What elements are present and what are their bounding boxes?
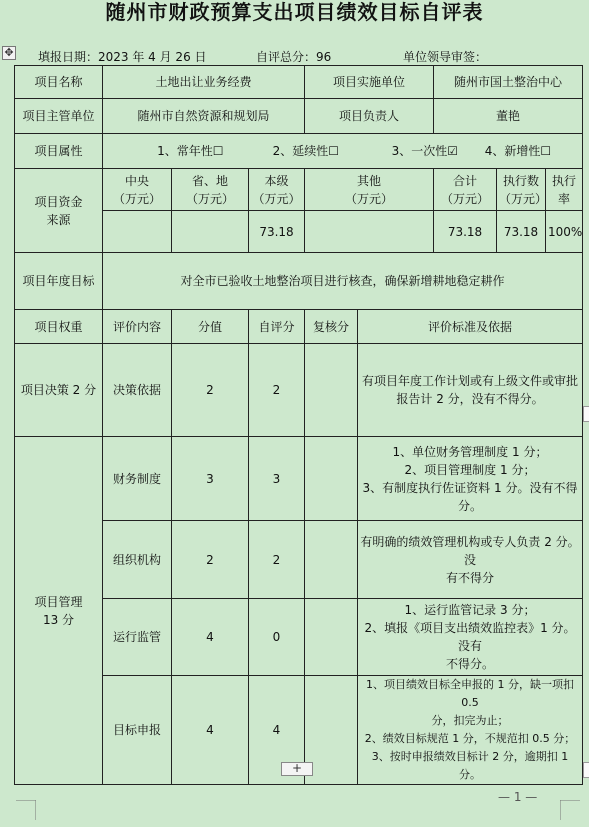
- supervision-review: [305, 599, 358, 676]
- standard-line: 3、按时申报绩效目标计 2 分，逾期扣 1 分。: [371, 750, 569, 781]
- standard-line: 报告计 2 分，没有不得分。: [396, 392, 544, 406]
- standard-line: 2、绩效目标规范 1 分，不规范扣 0.5 分；: [364, 732, 576, 745]
- attr-label: 项目属性: [15, 134, 103, 169]
- decision-standard: [358, 344, 583, 437]
- target-declare-standard: [358, 676, 583, 785]
- supervision-content: 运行监管: [103, 599, 172, 676]
- attr-options: [103, 134, 583, 169]
- table-row: [15, 437, 583, 521]
- management-weight-line: 项目管理: [34, 594, 83, 609]
- table-row: [15, 66, 583, 99]
- standard-line: 1、项目绩效目标全申报的 1 分，缺一项扣 0.5: [366, 678, 574, 709]
- document-title: 随州市财政预算支出项目绩效目标自评表: [105, 0, 484, 24]
- impl-unit-label: 项目实施单位: [305, 66, 434, 99]
- funds-other-value: [305, 211, 434, 253]
- header-unit: （万元）: [185, 191, 234, 206]
- total-score: 自评总分：96: [256, 50, 332, 64]
- management-weight-line: 13 分: [42, 612, 75, 627]
- evaluation-table: [14, 65, 583, 785]
- attr-option-new: 4、新增性☐: [484, 144, 552, 158]
- finance-self-score: 3: [249, 437, 305, 521]
- standard-line: 1、运行监管记录 3 分；: [404, 603, 536, 617]
- supervision-self-score: 0: [249, 599, 305, 676]
- finance-content: 财务制度: [103, 437, 172, 521]
- funds-province-value: [172, 211, 249, 253]
- page-number: — 1 —: [498, 790, 538, 804]
- attr-option-regular: 1、常年性☐: [157, 144, 224, 158]
- organization-score: 2: [172, 521, 249, 599]
- attr-option-continuing: 2、延续性☐: [272, 144, 339, 158]
- funds-label: [15, 169, 103, 253]
- table-row: [15, 310, 583, 344]
- standard-line: 3、有制度执行佐证资料 1 分。没有不得分。: [362, 480, 578, 513]
- manager-label: 项目负责人: [305, 99, 434, 134]
- header-unit: （万元）: [252, 191, 301, 206]
- header-text: 合计: [453, 173, 478, 188]
- eval-header-weight: 项目权重: [15, 310, 103, 344]
- funds-header-rate: [546, 169, 583, 211]
- funds-local-value: 73.18: [249, 211, 305, 253]
- annual-goal-label: 项目年度目标: [15, 253, 103, 310]
- eval-header-score: 分值: [172, 310, 249, 344]
- funds-executed-value: 73.18: [497, 211, 546, 253]
- organization-self-score: 2: [249, 521, 305, 599]
- table-row: [15, 169, 583, 211]
- decision-weight: 项目决策 2 分: [15, 344, 103, 437]
- funds-central-value: [103, 211, 172, 253]
- page-corner-mark-icon: [16, 800, 36, 820]
- funds-header-other: [305, 169, 434, 211]
- standard-line: 有不得分: [446, 570, 495, 585]
- target-declare-content: 目标申报: [103, 676, 172, 785]
- funds-header-executed: [497, 169, 546, 211]
- funds-label-line: 来源: [46, 212, 71, 227]
- header-text: 中央: [124, 173, 149, 188]
- decision-self-score: 2: [249, 344, 305, 437]
- finance-review: [305, 437, 358, 521]
- decision-review: [305, 344, 358, 437]
- project-name: 土地出让业务经费: [103, 66, 305, 99]
- funds-header-central: [103, 169, 172, 211]
- project-name-label: 项目名称: [15, 66, 103, 99]
- supervision-score: 4: [172, 599, 249, 676]
- standard-line: 2、填报《项目支出绩效监控表》1 分。没有: [364, 621, 576, 653]
- standard-line: 不得分。: [446, 657, 495, 671]
- decision-content: 决策依据: [103, 344, 172, 437]
- finance-score: 3: [172, 437, 249, 521]
- annual-goal: 对全市已验收土地整治项目进行核查，确保新增耕地稳定耕作: [103, 253, 583, 310]
- header-text: 本级: [264, 173, 289, 188]
- attr-option-onetime: 3、一次性☑: [391, 144, 458, 158]
- header-unit: 率: [558, 191, 571, 206]
- funds-label-line: 项目资金: [34, 194, 83, 209]
- funds-rate-value: 100%: [546, 211, 583, 253]
- supervisor-label: 项目主管单位: [15, 99, 103, 134]
- manager: 董艳: [434, 99, 583, 134]
- add-row-button[interactable]: +: [281, 762, 313, 776]
- funds-header-local: [249, 169, 305, 211]
- standard-line: 有明确的绩效管理机构或专人负责 2 分。没: [360, 534, 580, 567]
- fill-date: 填报日期：2023 年 4 月 26 日: [38, 50, 207, 64]
- supervision-standard: [358, 599, 583, 676]
- funds-header-province: [172, 169, 249, 211]
- header-text: 执行: [552, 173, 577, 188]
- resize-handle-icon[interactable]: [583, 406, 589, 422]
- table-row: [15, 344, 583, 437]
- standard-line: 2、项目管理制度 1 分；: [404, 462, 536, 477]
- funds-total-value: 73.18: [434, 211, 497, 253]
- table-row: [15, 253, 583, 310]
- header-unit: （万元）: [441, 191, 490, 206]
- funds-header-total: [434, 169, 497, 211]
- organization-standard: [358, 521, 583, 599]
- eval-header-content: 评价内容: [103, 310, 172, 344]
- header-unit: （万元）: [112, 191, 161, 206]
- table-move-handle-icon[interactable]: ✥: [2, 46, 16, 60]
- organization-review: [305, 521, 358, 599]
- header-text: 执行数: [503, 173, 540, 188]
- management-weight: [15, 437, 103, 785]
- standard-line: 分，扣完为止；: [431, 714, 509, 727]
- resize-handle-icon[interactable]: [583, 762, 589, 778]
- eval-header-standard: 评价标准及依据: [358, 310, 583, 344]
- page-corner-mark-icon: [560, 800, 580, 820]
- organization-content: 组织机构: [103, 521, 172, 599]
- table-row: [15, 99, 583, 134]
- target-declare-score: 4: [172, 676, 249, 785]
- leader-review: 单位领导审签：: [403, 50, 488, 64]
- supervisor: 随州市自然资源和规划局: [103, 99, 305, 134]
- standard-line: 1、单位财务管理制度 1 分；: [392, 444, 548, 459]
- finance-standard: [358, 437, 583, 521]
- impl-unit: 随州市国土整治中心: [434, 66, 583, 99]
- header-text: 省、地: [191, 173, 228, 188]
- decision-score: 2: [172, 344, 249, 437]
- target-declare-self-score: 4: [249, 676, 305, 785]
- eval-header-self-score: 自评分: [249, 310, 305, 344]
- header-unit: （万元）: [499, 191, 548, 206]
- table-row: [15, 134, 583, 169]
- header-unit: （万元）: [345, 191, 394, 206]
- header-text: 其他: [357, 173, 382, 188]
- eval-header-review: 复核分: [305, 310, 358, 344]
- standard-line: 有项目年度工作计划或有上级文件或审批: [362, 374, 579, 388]
